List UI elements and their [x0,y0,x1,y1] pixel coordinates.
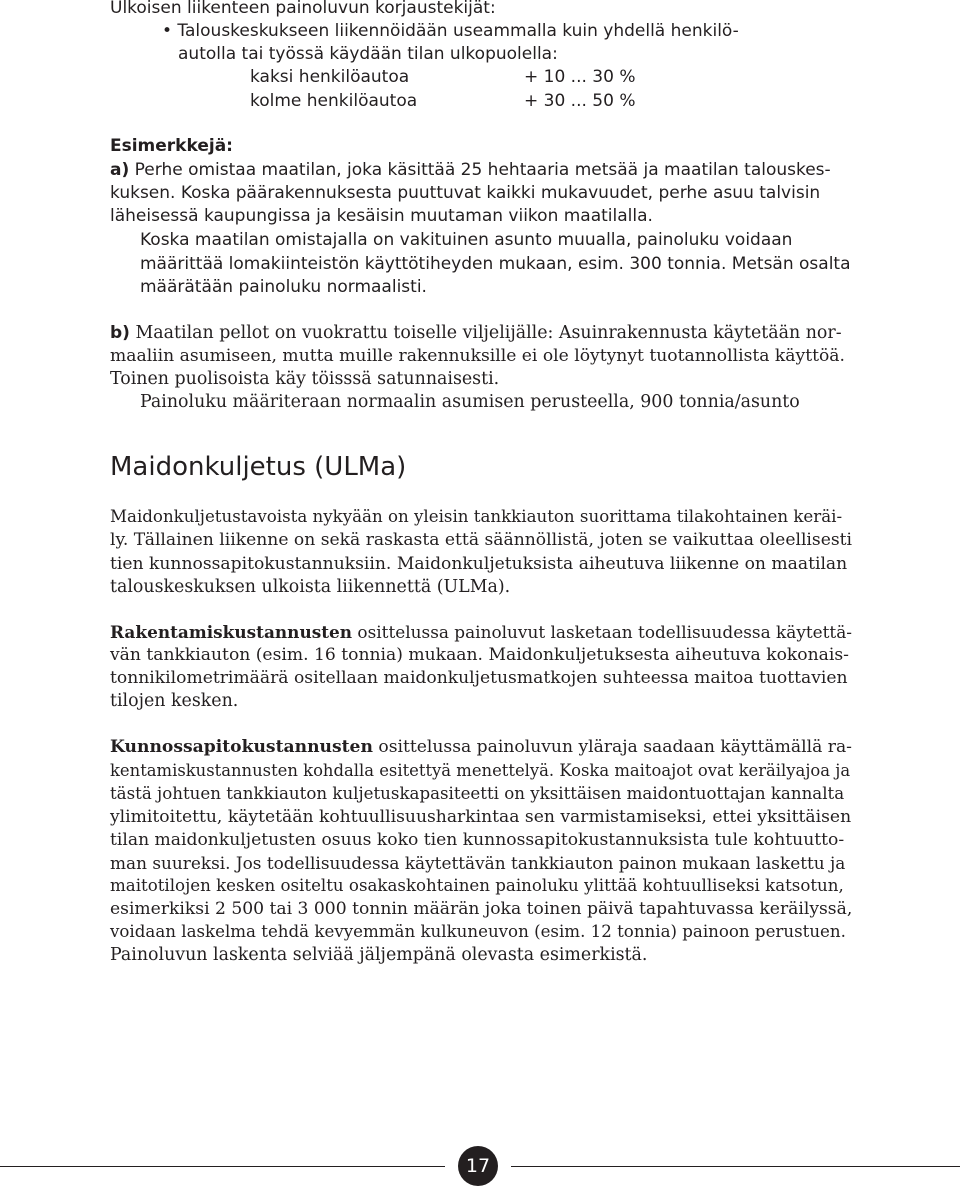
example-b-line1 [110,322,842,344]
example-a-text1: Perhe omistaa maatilan, joka käsittää 25 hehtaaria metsää ja maatilan talouskes- [134,160,831,180]
example-a-line3: läheisessä kaupungissa ja kesäisin muutaman viikon maatilalla. [110,206,653,226]
p3-line1 [110,736,852,758]
p3-line8: esimerkiksi 2 500 tai 3 000 tonnin määrän joka toinen päivä tapahtuvassa keräilyssä, [110,899,853,919]
example-b-label: b) [110,323,130,343]
p2-line3: tonnikilometrimäärä ositellaan maidonkuljetusmatkojen suhteessa maitoa tuottavien [110,668,848,688]
footer-rule-left [0,1166,445,1167]
p3-line3: tästä johtuen tankkiauton kuljetuskapasiteetti on yksittäisen maidontuottajan kannalta [110,784,845,803]
example-a-line2: kuksen. Koska päärakennuksesta puuttuvat kaikki mukavuudet, perhe asuu talvisin [110,183,821,203]
footer-rule-right [511,1166,960,1167]
p3-line7: maitotilojen kesken ositeltu osakaskohtainen painoluku ylittää kohtuulliseksi katsotun, [110,876,844,895]
p3-line2: kentamiskustannusten kohdalla esitettyä menettelyä. Koska maitoajot ovat keräilyajoa ja [110,761,851,780]
example-b-line3: Toinen puolisoista käy töisssä satunnaisesti. [110,369,500,389]
p3-bold-term: Kunnossapitokustannusten [110,737,373,757]
intro-bullet-line2: autolla tai työssä käydään tilan ulkopuolella: [178,44,558,64]
example-b-line4: Painoluku määriteraan normaalin asumisen perusteella, 900 tonnia/asunto [140,392,800,412]
example-a-line6: määrätään painoluku normaalisti. [140,277,427,297]
section-title: Maidonkuljetus (ULMa) [110,452,407,482]
example-a-line4: Koska maatilan omistajalla on vakituinen asunto muualla, painoluku voidaan [140,230,793,250]
row-label-1: kaksi henkilöautoa [250,67,410,87]
p2-bold-term: Rakentamiskustannusten [110,622,353,642]
examples-heading: Esimerkkejä: [110,136,233,156]
p1-line1: Maidonkuljetustavoista nykyään on yleisin tankkiauton suorittama tilakohtainen keräi- [110,507,843,526]
p2-line2: vän tankkiauton (esim. 16 tonnia) mukaan. Maidonkuljetuksesta aiheutuva kokonais- [110,645,849,665]
p3-first-rest: osittelussa painoluvun yläraja saadaan käyttämällä ra- [372,737,852,757]
p1-line2: ly. Tällainen liikenne on sekä raskasta että säännöllistä, joten se vaikuttaa oleellisesti [110,530,853,550]
example-b-line2: maaliin asumiseen, mutta muille rakennuksille ei ole löytynyt tuotannollista käyttöä. [110,346,845,366]
p3-line9: voidaan laskelma tehdä kevyemmän kulkuneuvon (esim. 12 tonnia) painoon perustuen. [110,922,846,941]
p2-first-rest: osittelussa painoluvut lasketaan todellisuudessa käytettä- [352,622,852,642]
p3-line10: Painoluvun laskenta selviää jäljempänä olevasta esimerkistä. [110,945,648,965]
example-b-text1: Maatilan pellot on vuokrattu toiselle viljelijälle: Asuinrakennusta käytetään nor- [135,323,842,343]
p2-line4: tilojen kesken. [110,691,239,711]
p3-line5: tilan maidonkuljetusten osuus koko tien kunnossapitokustannuksista tule kohtuutto- [110,830,845,850]
row-value-2: + 30 ... 50 % [524,91,636,111]
row-value-1: + 10 ... 30 % [524,67,636,87]
p1-line4: talouskeskuksen ulkoista liikennettä (ULMa). [110,577,511,597]
example-a-line5: määrittää lomakiinteistön käyttötiheyden mukaan, esim. 300 tonnia. Metsän osalta [140,254,851,274]
page-number-badge: 17 [458,1146,498,1186]
row-label-2: kolme henkilöautoa [250,91,418,111]
example-a-label: a) [110,160,130,180]
intro-bullet-line1: • Talouskeskukseen liikennöidään useammalla kuin yhdellä henkilö- [162,21,739,41]
p3-line4: ylimitoitettu, käytetään kohtuullisuusharkintaa sen varmistamiseksi, ettei yksittäisen [110,807,852,827]
p2-line1 [110,621,852,643]
example-a-line1 [110,159,831,181]
intro-heading: Ulkoisen liikenteen painoluvun korjaustekijät: [110,0,496,18]
p1-line3: tien kunnossapitokustannuksiin. Maidonkuljetuksista aiheutuva liikenne on maatilan [110,554,848,574]
p3-line6: man suureksi. Jos todellisuudessa käytettävän tankkiauton painon mukaan laskettu ja [110,853,846,873]
